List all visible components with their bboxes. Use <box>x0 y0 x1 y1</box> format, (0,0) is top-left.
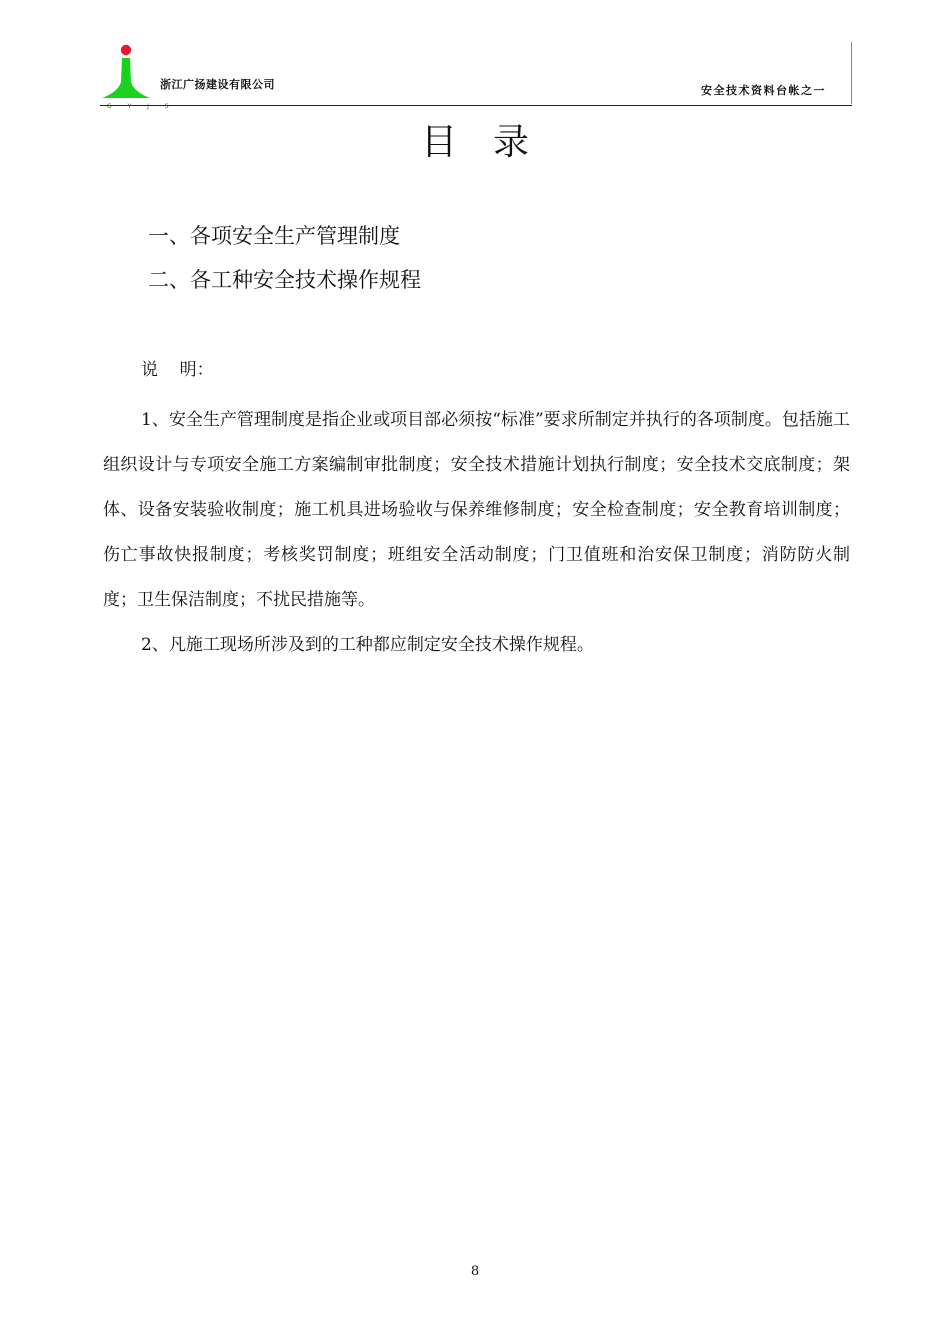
company-logo <box>100 42 152 112</box>
notes-paragraph: 1、安全生产管理制度是指企业或项目部必须按“标准”要求所制定并执行的各项制度。包括施工组织设计与专项安全施工方案编制审批制度；安全技术措施计划执行制度；安全技术交底制度；架体、设备安装验收制度；施工机具进场验收与保养维修制度；安全检查制度；安全教育培训制度；伤亡事故快报制度；考核奖罚制度；班组安全活动制度；门卫值班和治安保卫制度；消防防火制度；卫生保洁制度；不扰民措施等。 <box>103 410 850 610</box>
table-of-contents <box>148 214 421 302</box>
notes-section <box>103 356 850 668</box>
logo-caption: G Y J S <box>107 103 176 110</box>
company-logo-icon <box>100 42 152 104</box>
company-name: 浙江广扬建设有限公司 <box>160 78 275 91</box>
document-series-label: 安全技术资料台帐之一 <box>701 84 826 97</box>
page-number: 8 <box>470 1264 480 1279</box>
notes-heading: 说 明： <box>141 360 214 380</box>
toc-item: 二、各工种安全技术操作规程 <box>148 268 421 292</box>
notes-paragraph: 2、凡施工现场所涉及到的工种都应制定安全技术操作规程。 <box>141 635 594 655</box>
page-title: 目录 <box>420 122 565 163</box>
header-side-divider <box>851 42 852 104</box>
toc-item: 一、各项安全生产管理制度 <box>148 224 400 248</box>
page-header <box>100 40 852 108</box>
header-divider <box>100 105 852 106</box>
